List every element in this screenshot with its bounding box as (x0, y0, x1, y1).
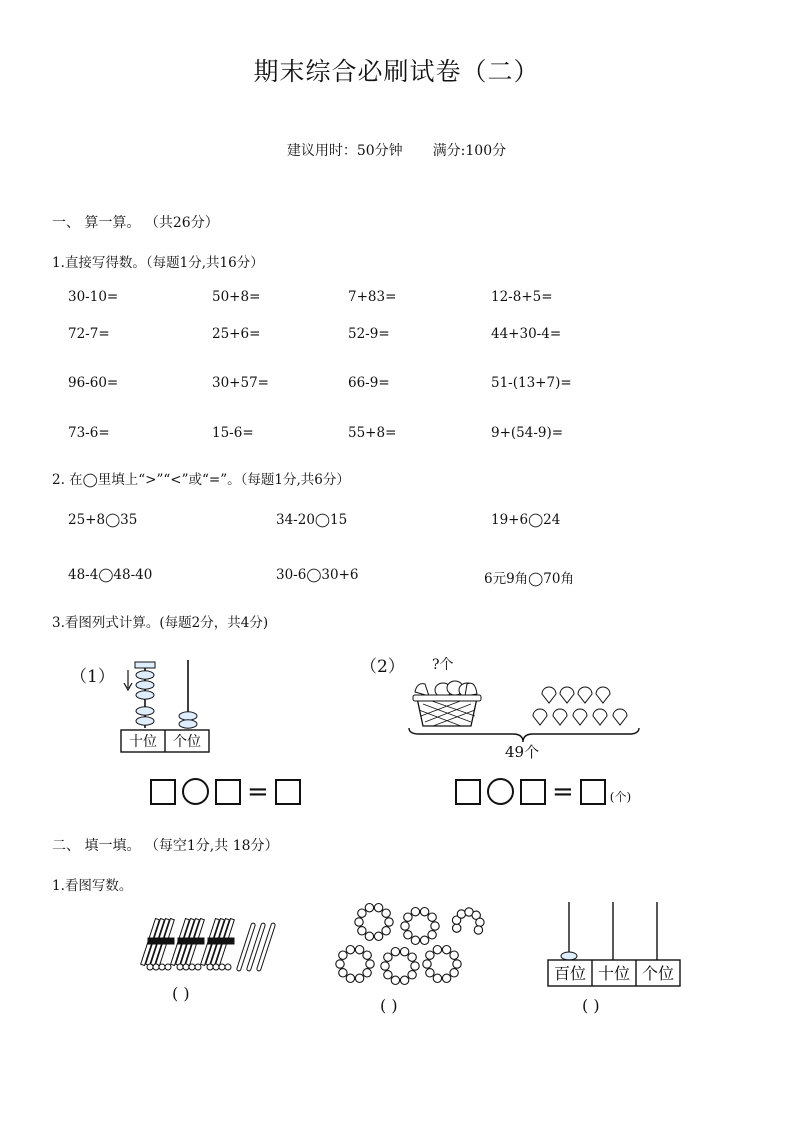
stick-bundle-icon (171, 919, 205, 970)
operator-circle[interactable] (182, 778, 209, 805)
calc-item: 9+(54-9)= (491, 425, 564, 441)
answer-box[interactable] (150, 779, 176, 805)
equation-blanks-1 (150, 778, 301, 805)
hundreds-label: 百位 (553, 964, 587, 983)
full-score: 满分:100分 (432, 143, 507, 159)
section2-heading: 二、 填一填。 （每空1分,共 18分） (52, 838, 279, 854)
basket-icon (413, 681, 481, 726)
calc-item: 50+8= (212, 289, 261, 305)
single-stick-icon (236, 923, 275, 972)
calc-item: 73-6= (68, 425, 110, 441)
answer-parentheses[interactable]: ( ) (172, 984, 190, 1003)
bead-ring-icon (381, 948, 419, 985)
operator-circle[interactable] (487, 778, 514, 805)
calc-item: 30-10= (68, 289, 119, 305)
answer-parentheses[interactable]: ( ) (582, 996, 600, 1015)
compare-item: 30-6◯30+6 (276, 567, 359, 583)
compare-item: 19+6◯24 (491, 512, 561, 528)
calc-item: 15-6= (212, 425, 254, 441)
compare-item: 6元9角◯70角 (484, 571, 574, 587)
calc-item: 66-9= (348, 375, 390, 391)
tens-label: 十位 (129, 734, 157, 750)
bead-ring-icon (355, 904, 393, 941)
abacus-tens-ones-figure (118, 656, 218, 756)
answer-box[interactable] (215, 779, 241, 805)
calc-item: 25+6= (212, 326, 261, 342)
unit-label: (个) (609, 790, 632, 804)
calc-item: 96-60= (68, 375, 119, 391)
answer-box[interactable] (455, 779, 481, 805)
bead-ring-icon (401, 908, 439, 945)
calc-item: 52-9= (348, 326, 390, 342)
unknown-count-label: ?个 (432, 657, 454, 673)
compare-item: 48-4◯48-40 (68, 567, 153, 583)
exam-meta (0, 140, 793, 160)
bead-rings-figure (330, 900, 490, 990)
answer-box[interactable] (275, 779, 301, 805)
problem2-label: （2） (360, 657, 405, 677)
stick-bundles-figure (140, 912, 280, 976)
bead-ring-icon (452, 908, 484, 934)
problem1-label: （1） (70, 667, 115, 687)
bead-ring-icon (423, 946, 461, 983)
suggested-time: 建议用时：50分钟 (286, 143, 403, 159)
q3-heading: 3.看图列式计算。(每题2分，共4分) (52, 615, 269, 631)
section1-heading: 一、 算一算。 （共26分） (52, 215, 219, 231)
calc-item: 72-7= (68, 326, 110, 342)
calc-item: 7+83= (348, 289, 397, 305)
equation-blanks-2 (455, 778, 631, 805)
stick-bundle-icon (141, 919, 175, 970)
ones-label: 个位 (641, 964, 675, 983)
equals-sign: = (247, 776, 269, 807)
abacus-hundreds-figure (545, 898, 685, 990)
answer-box[interactable] (580, 779, 606, 805)
q2-heading: 2. 在◯里填上“>”“<”或“=”。（每题1分,共6分） (52, 472, 350, 488)
calc-item: 12-8+5= (491, 289, 553, 305)
calc-item: 44+30-4= (491, 326, 562, 342)
answer-parentheses[interactable]: ( ) (380, 996, 398, 1015)
total-count-label: 49个 (505, 743, 540, 761)
page-title: 期末综合必刷试卷（二） (253, 57, 540, 86)
stick-bundle-icon (201, 919, 235, 970)
equals-sign: = (552, 776, 574, 807)
calc-item: 51-(13+7)= (491, 375, 572, 391)
compare-item: 34-20◯15 (276, 512, 348, 528)
answer-box[interactable] (520, 779, 546, 805)
compare-item: 25+8◯35 (68, 512, 138, 528)
tens-label: 十位 (597, 964, 631, 983)
calc-item: 30+57= (212, 375, 269, 391)
bead-ring-icon (336, 946, 374, 983)
strawberry-icon (533, 687, 627, 725)
total-brace (409, 728, 639, 742)
s2-q1-heading: 1.看图写数。 (52, 878, 133, 894)
q1-heading: 1.直接写得数。（每题1分,共16分） (52, 255, 264, 271)
ones-label: 个位 (173, 734, 201, 750)
calc-item: 55+8= (348, 425, 397, 441)
